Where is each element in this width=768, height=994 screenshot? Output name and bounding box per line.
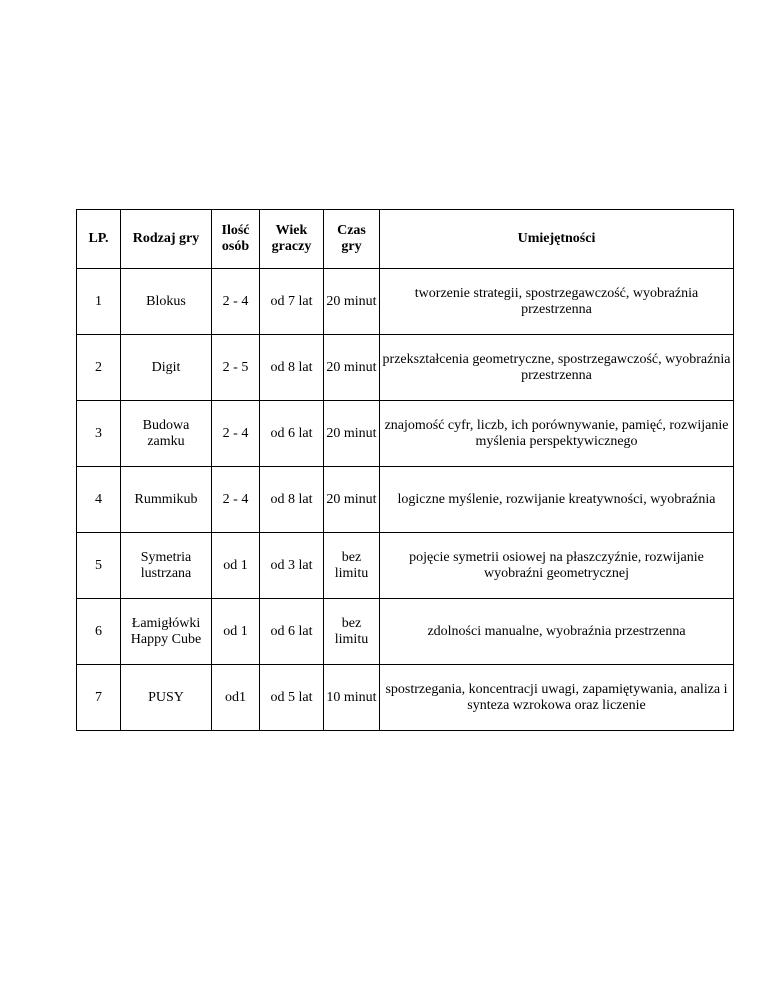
header-row (77, 210, 734, 269)
cell-game-type: Symetria lustrzana (121, 533, 212, 599)
cell-players: od 1 (212, 599, 260, 665)
table-row (77, 665, 734, 731)
table-row (77, 467, 734, 533)
table-row (77, 335, 734, 401)
cell-skills: znajomość cyfr, liczb, ich porównywanie, pamięć, rozwijanie myślenia perspektywicznego (380, 401, 734, 467)
cell-players: od 1 (212, 533, 260, 599)
table-row (77, 269, 734, 335)
cell-game-type: PUSY (121, 665, 212, 731)
cell-age: od 6 lat (260, 401, 324, 467)
cell-lp: 1 (77, 269, 121, 335)
cell-players: 2 - 4 (212, 467, 260, 533)
cell-age: od 5 lat (260, 665, 324, 731)
cell-lp: 6 (77, 599, 121, 665)
cell-game-type: Łamigłówki Happy Cube (121, 599, 212, 665)
cell-players: 2 - 4 (212, 269, 260, 335)
table-row (77, 401, 734, 467)
cell-age: od 8 lat (260, 335, 324, 401)
cell-lp: 5 (77, 533, 121, 599)
cell-skills: przekształcenia geometryczne, spostrzegawczość, wyobraźnia przestrzenna (380, 335, 734, 401)
cell-skills: spostrzegania, koncentracji uwagi, zapamiętywania, analiza i synteza wzrokowa oraz liczenie (380, 665, 734, 731)
header-game-type: Rodzaj gry (121, 210, 212, 269)
header-age: Wiek graczy (260, 210, 324, 269)
cell-time: 20 minut (324, 269, 380, 335)
cell-age: od 3 lat (260, 533, 324, 599)
cell-game-type: Rummikub (121, 467, 212, 533)
cell-age: od 6 lat (260, 599, 324, 665)
cell-players: 2 - 4 (212, 401, 260, 467)
cell-lp: 4 (77, 467, 121, 533)
header-players: Ilość osób (212, 210, 260, 269)
cell-lp: 7 (77, 665, 121, 731)
cell-players: 2 - 5 (212, 335, 260, 401)
cell-skills: pojęcie symetrii osiowej na płaszczyźnie, rozwijanie wyobraźni geometrycznej (380, 533, 734, 599)
cell-lp: 2 (77, 335, 121, 401)
cell-game-type: Budowa zamku (121, 401, 212, 467)
cell-skills: zdolności manualne, wyobraźnia przestrzenna (380, 599, 734, 665)
cell-time: 20 minut (324, 335, 380, 401)
table-row (77, 533, 734, 599)
table-row (77, 599, 734, 665)
cell-time: 20 minut (324, 401, 380, 467)
cell-game-type: Blokus (121, 269, 212, 335)
cell-time: 20 minut (324, 467, 380, 533)
games-table (76, 209, 734, 731)
cell-skills: logiczne myślenie, rozwijanie kreatywności, wyobraźnia (380, 467, 734, 533)
cell-game-type: Digit (121, 335, 212, 401)
cell-lp: 3 (77, 401, 121, 467)
cell-age: od 7 lat (260, 269, 324, 335)
header-time: Czas gry (324, 210, 380, 269)
cell-time: 10 minut (324, 665, 380, 731)
cell-time: bez limitu (324, 533, 380, 599)
cell-players: od1 (212, 665, 260, 731)
cell-time: bez limitu (324, 599, 380, 665)
cell-age: od 8 lat (260, 467, 324, 533)
header-lp: LP. (77, 210, 121, 269)
cell-skills: tworzenie strategii, spostrzegawczość, wyobraźnia przestrzenna (380, 269, 734, 335)
header-skills: Umiejętności (380, 210, 734, 269)
